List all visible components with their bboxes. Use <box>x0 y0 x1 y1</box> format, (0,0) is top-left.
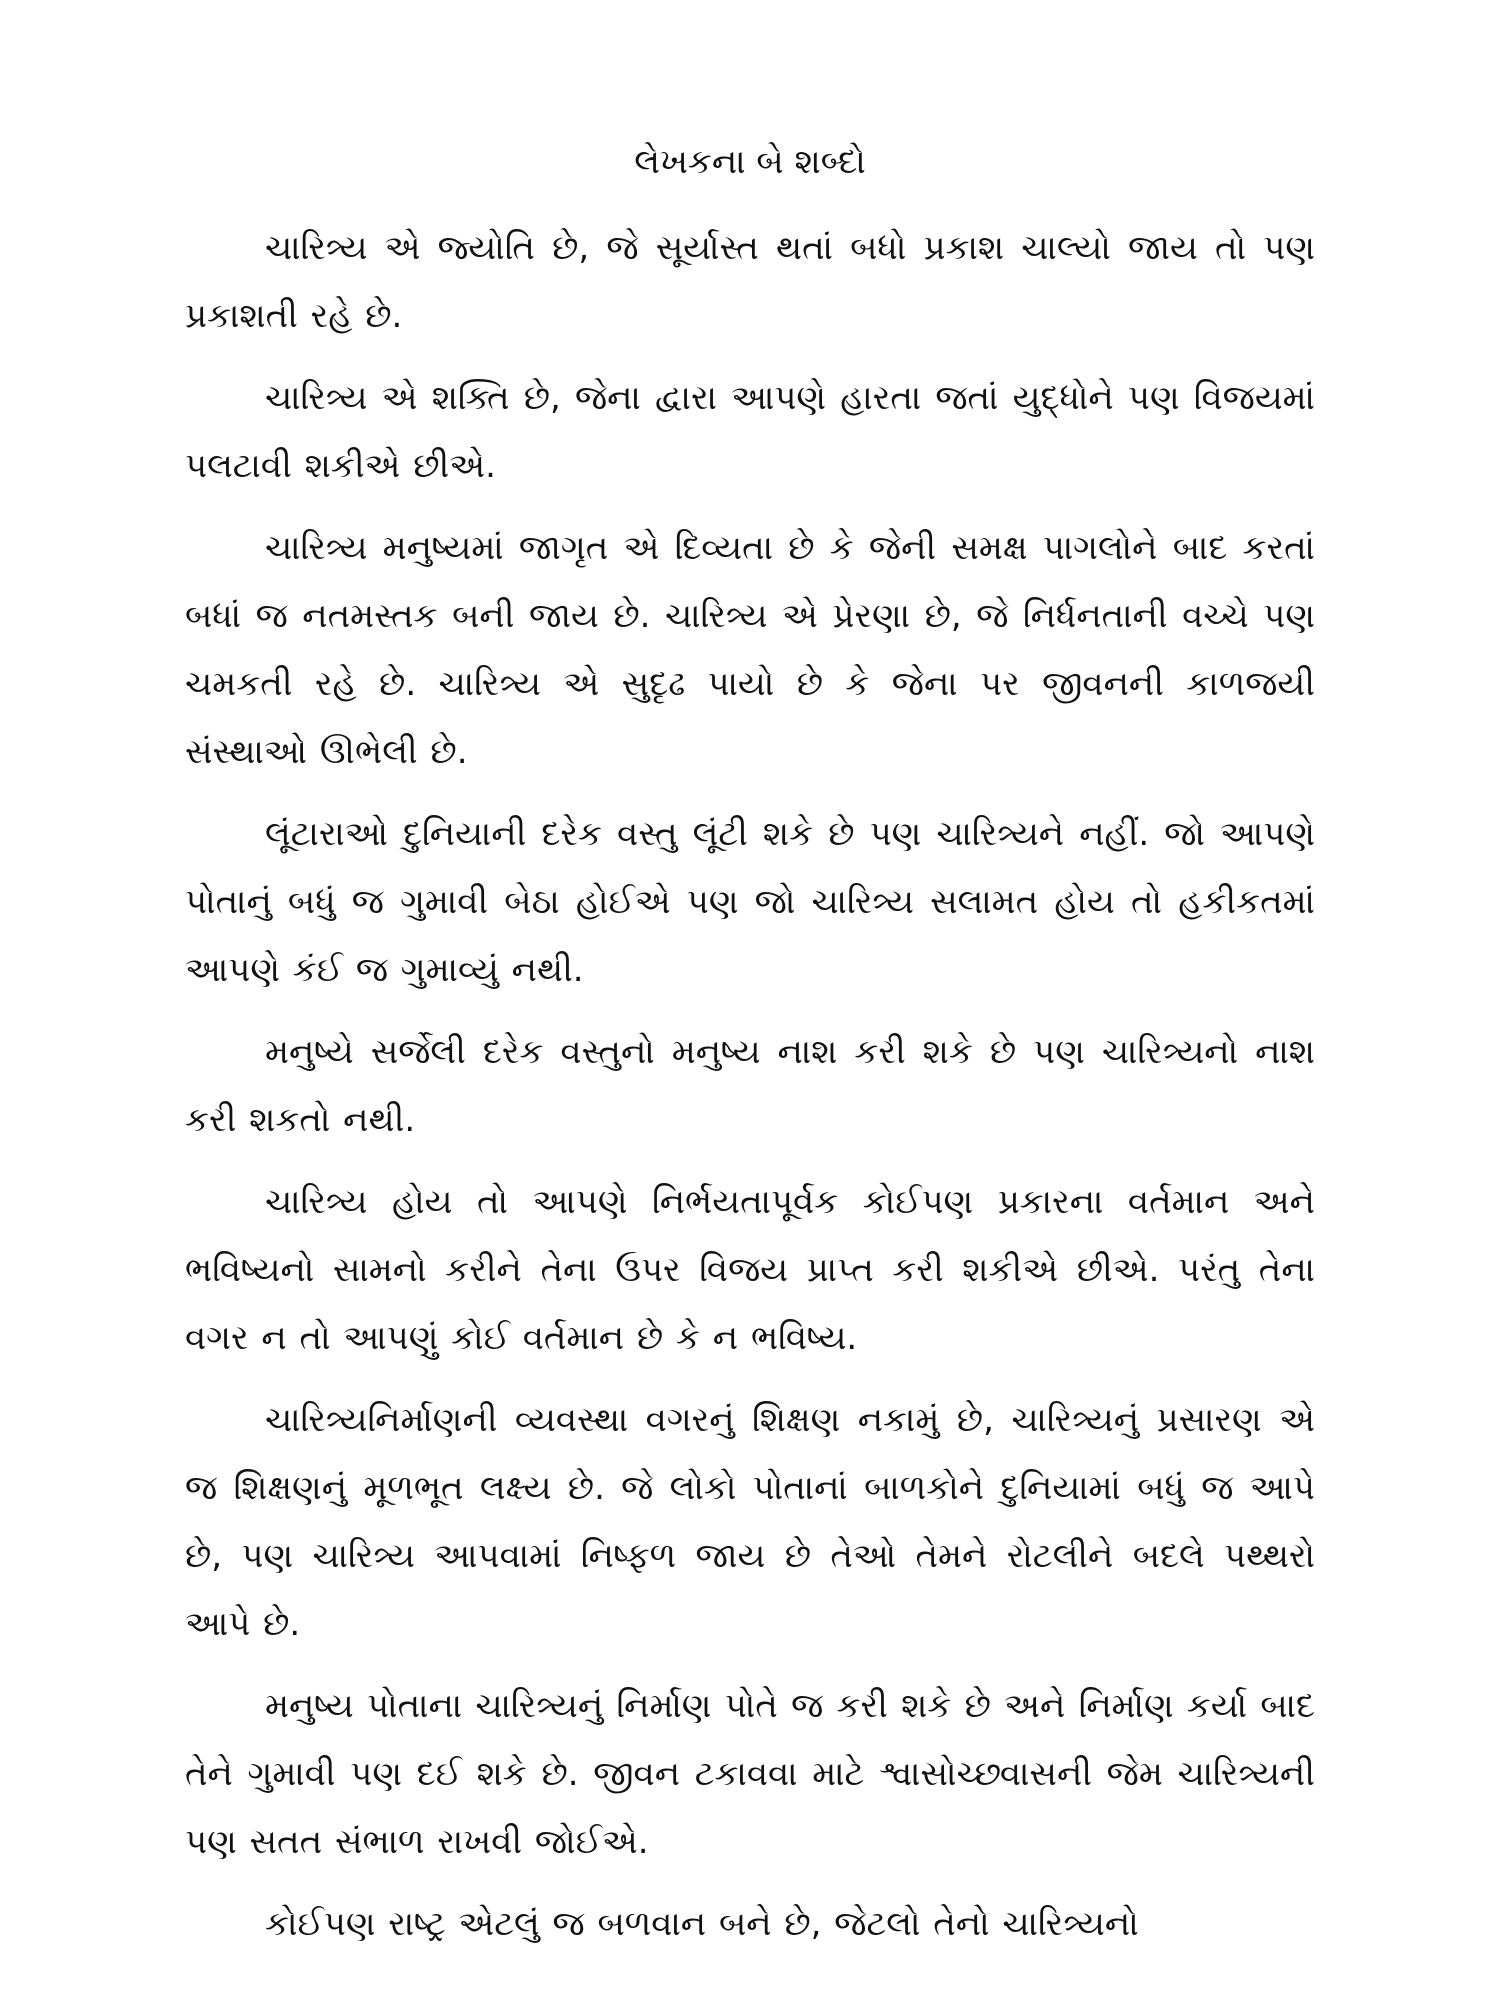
paragraph-2: ચારિત્ર્ય એ શક્તિ છે, જેના દ્વારા આપણે હારતા જતાં યુદ્ધોને પણ વિજયમાં પલટાવી શકીએ છીએ. <box>185 378 1315 486</box>
paragraph-3: ચારિત્ર્ય મનુષ્યમાં જાગૃત એ દિવ્યતા છે કે જેની સમક્ષ પાગલોને બાદ કરતાં બધાં જ નતમસ્તક બની જાય છે. ચારિત્ર્ય એ પ્રેરણા છે, જે નિર્ધનતાની વચ્ચે પણ ચમકતી રહે છે. ચારિત્ર્ય એ સુદૃઢ પાયો છે કે જેના પર જીવનની કાળજયી સંસ્થાઓ ઊભેલી છે. <box>185 528 1315 772</box>
paragraph-5: મનુષ્યે સર્જેલી દરેક વસ્તુનો મનુષ્ય નાશ કરી શકે છે પણ ચારિત્ર્યનો નાશ કરી શકતો નથી. <box>185 1032 1315 1140</box>
paragraph-8: મનુષ્ય પોતાના ચારિત્ર્યનું નિર્માણ પોતે જ કરી શકે છે અને નિર્માણ કર્યા બાદ તેને ગુમાવી પણ દઈ શકે છે. જીવન ટકાવવા માટે શ્વાસોચ્છ્વાસની જેમ ચારિત્ર્યની પણ સતત સંભાળ રાખવી જોઈએ. <box>185 1686 1315 1862</box>
page-title: લેખકના બે શબ્દો <box>634 142 866 182</box>
paragraph-9: કોઈપણ રાષ્ટ્ર એટલું જ બળવાન બને છે, જેટલો તેનો ચારિત્ર્યનો <box>265 1904 1139 1944</box>
paragraph-1: ચારિત્ર્ય એ જ્યોતિ છે, જે સૂર્યાસ્ત થતાં બધો પ્રકાશ ચાલ્યો જાય તો પણ પ્રકાશતી રહે છે. <box>185 228 1315 336</box>
paragraph-7: ચારિત્ર્યનિર્માણની વ્યવસ્થા વગરનું શિક્ષણ નકામું છે, ચારિત્ર્યનું પ્રસારણ એ જ શિક્ષણનું મૂળભૂત લક્ષ્ય છે. જે લોકો પોતાનાં બાળકોને દુનિયામાં બધું જ આપે છે, પણ ચારિત્ર્ય આપવામાં નિષ્ફળ જાય છે તેઓ તેમને રોટલીને બદલે પથ્થરો આપે છે. <box>185 1400 1315 1644</box>
paragraph-6: ચારિત્ર્ય હોય તો આપણે નિર્ભયતાપૂર્વક કોઈપણ પ્રકારના વર્તમાન અને ભવિષ્યનો સામનો કરીને તેના ઉપર વિજય પ્રાપ્ત કરી શકીએ છીએ. પરંતુ તેના વગર ન તો આપણું કોઈ વર્તમાન છે કે ન ભવિષ્ય. <box>185 1182 1315 1358</box>
paragraph-4: લૂંટારાઓ દુનિયાની દરેક વસ્તુ લૂંટી શકે છે પણ ચારિત્ર્યને નહીં. જો આપણે પોતાનું બધું જ ગુમાવી બેઠા હોઈએ પણ જો ચારિત્ર્ય સલામત હોય તો હકીકતમાં આપણે કંઈ જ ગુમાવ્યું નથી. <box>185 814 1315 990</box>
